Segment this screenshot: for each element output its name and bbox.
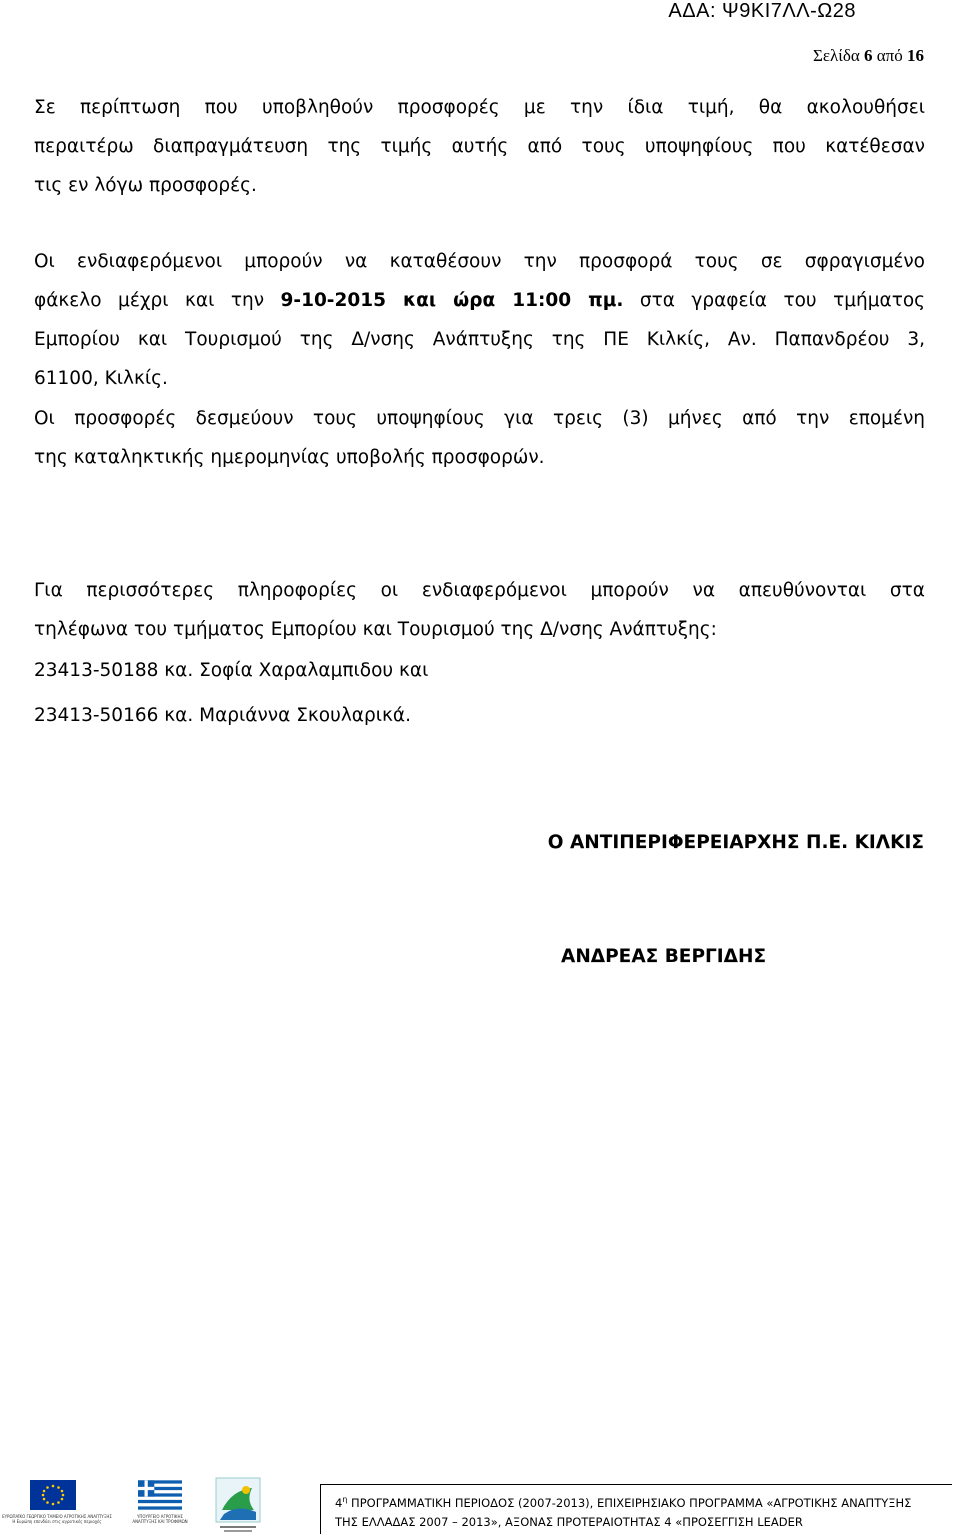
- footer-rest: ΠΡΟΓΡΑΜΜΑΤΙΚΗ ΠΕΡΙΟΔΟΣ (2007-2013), ΕΠΙΧΕΙΡΗΣΙΑΚΟ ΠΡΟΓΡΑΜΜΑ «ΑΓΡΟΤΙΚΗΣ ΑΝΑΠΤΥΞΗΣ: [347, 1495, 912, 1510]
- signatory-title: Ο ΑΝΤΙΠΕΡΙΦΕΡΕΙΑΡΧΗΣ Π.Ε. ΚΙΛΚΙΣ: [547, 832, 924, 853]
- paragraph-information: [34, 571, 925, 649]
- text-run: φάκελο μέχρι και την: [34, 290, 281, 311]
- page-number: [813, 46, 924, 66]
- leader-logo-icon: [212, 1476, 264, 1534]
- page-current: 6: [864, 46, 873, 65]
- text-line: της καταληκτικής ημερομηνίας υποβολής προσφορών.: [34, 447, 545, 468]
- eu-caption-line: ΕΥΡΩΠΑΪΚΟ ΓΕΩΡΓΙΚΟ ΤΑΜΕΙΟ ΑΓΡΟΤΙΚΗΣ ΑΝΑΠΤΥΞΗΣ: [2, 1514, 112, 1519]
- footer-line-2: ΤΗΣ ΕΛΛΑΔΑΣ 2007 – 2013», ΑΞΟΝΑΣ ΠΡΟΤΕΡΑΙΟΤΗΤΑΣ 4 «ΠΡΟΣΕΓΓΙΣΗ LEADER: [335, 1514, 803, 1529]
- eu-flag-icon: [30, 1480, 76, 1510]
- text-line: τηλέφωνα του τμήματος Εμπορίου και Τουρισμού της Δ/νσης Ανάπτυξης:: [34, 619, 717, 640]
- gr-logo-caption: [122, 1514, 198, 1524]
- footer-sup: η: [342, 1495, 348, 1504]
- text-run: στα γραφεία του τμήματος: [623, 290, 926, 311]
- text-line: Για περισσότερες πληροφορίες οι ενδιαφερόμενοι μπορούν να απευθύνονται στα: [34, 580, 925, 601]
- page-total: 16: [907, 46, 924, 65]
- text-line: τις εν λόγω προσφορές.: [34, 175, 257, 196]
- signatory-name: ΑΝΔΡΕΑΣ ΒΕΡΓΙΔΗΣ: [561, 946, 767, 967]
- text-line: περαιτέρω διαπραγμάτευση της τιμής αυτής από τους υποψηφίους που κατέθεσαν: [34, 136, 925, 157]
- ada-code: ΑΔΑ: Ψ9ΚΙ7ΛΛ-Ω28: [668, 0, 856, 22]
- contact-phone-1: 23413-50188 κα. Σοφία Χαραλαμπιδου και: [34, 660, 429, 681]
- contact-phone-2: 23413-50166 κα. Μαριάννα Σκουλαρικά.: [34, 705, 411, 726]
- footer-line-1: [335, 1490, 935, 1513]
- text-line: Οι προσφορές δεσμεύουν τους υποψηφίους για τρεις (3) μήνες από την επομένη: [34, 408, 925, 429]
- text-line: [34, 281, 925, 320]
- eu-logo-caption: [2, 1514, 112, 1524]
- footer-num: 4: [335, 1495, 343, 1510]
- paragraph-validity: [34, 399, 925, 477]
- text-line: 61100, Κιλκίς.: [34, 368, 168, 389]
- page-of: από: [876, 46, 903, 65]
- gr-caption-line: ΥΠΟΥΡΓΕΙΟ ΑΓΡΟΤΙΚΗΣ: [136, 1514, 184, 1519]
- text-line: Εμπορίου και Τουρισμού της Δ/νσης Ανάπτυξης της ΠΕ Κιλκίς, Αν. Παπανδρέου 3,: [34, 329, 925, 350]
- paragraph-equal-price: [34, 88, 925, 205]
- greek-flag-icon: [138, 1480, 182, 1510]
- paragraph-submission: [34, 242, 925, 398]
- text-line: Οι ενδιαφερόμενοι μπορούν να καταθέσουν την προσφορά τους σε σφραγισμένο: [34, 251, 925, 272]
- gr-caption-line: ΑΝΑΠΤΥΞΗΣ ΚΑΙ ΤΡΟΦΙΜΩΝ: [132, 1519, 188, 1524]
- deadline-text: 9-10-2015 και ώρα 11:00 πμ.: [280, 290, 624, 311]
- text-line: Σε περίπτωση που υποβληθούν προσφορές με την ίδια τιμή, θα ακολουθήσει: [34, 97, 925, 118]
- eu-caption-line: Η Ευρώπη επενδύει στις αγροτικές περιοχές: [12, 1519, 102, 1524]
- page-label: Σελίδα: [812, 46, 860, 65]
- footer-program-text: [335, 1490, 935, 1532]
